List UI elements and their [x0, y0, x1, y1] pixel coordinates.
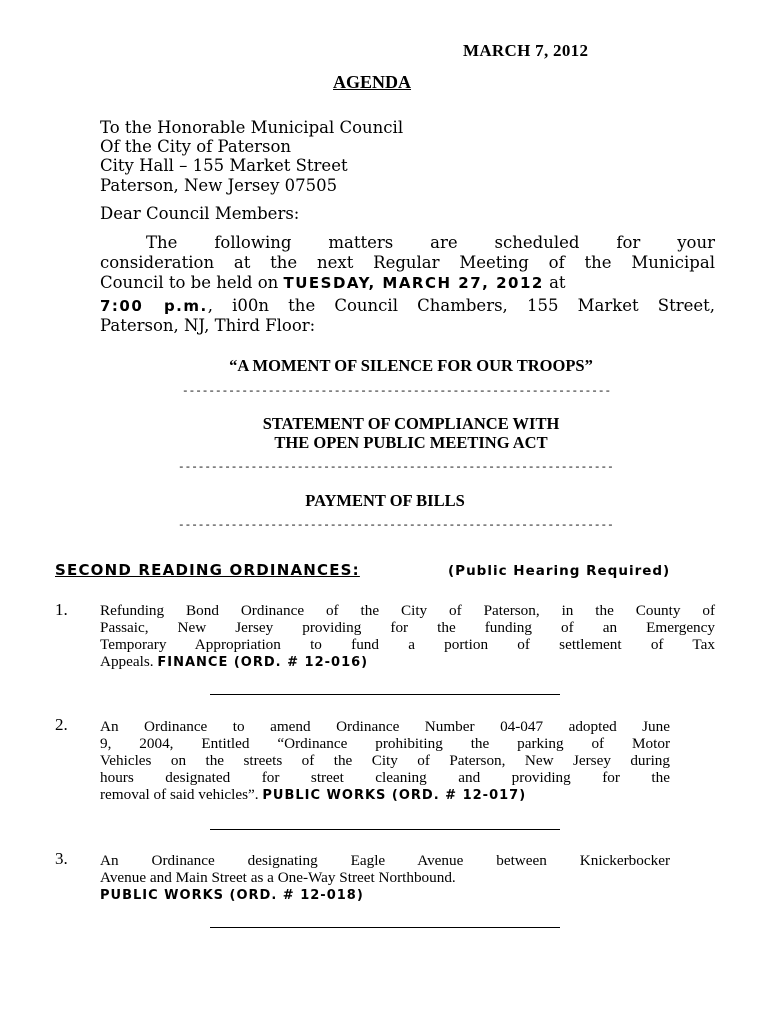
item-divider-1 — [210, 694, 560, 695]
item-1-line-1: Refunding Bond Ordinance of the City of Paterson, in the County of — [100, 602, 715, 619]
item-2-last-text: removal of said vehicles”. — [100, 786, 263, 803]
item-2-line-2: 9, 2004, Entitled “Ordinance prohibiting the parking of Motor — [100, 735, 670, 752]
item-number-2: 2. — [55, 715, 68, 734]
salutation: Dear Council Members: — [100, 204, 300, 223]
item-3-line-2: Avenue and Main Street as a One-Way Street Northbound. — [100, 869, 456, 886]
address-line-4: Paterson, New Jersey 07505 — [100, 176, 338, 195]
page-title: AGENDA — [333, 72, 412, 92]
intro-line-3-end: at — [543, 273, 566, 292]
address-line-3: City Hall – 155 Market Street — [100, 156, 348, 175]
item-1-line-4 — [100, 653, 715, 671]
item-1-tag: FINANCE (ORD. # 12-016) — [157, 655, 369, 670]
item-number-3: 3. — [55, 849, 68, 868]
ordinance-item-1 — [100, 602, 715, 671]
divider-dashes-3: ------------------------------------------------------------------ — [178, 520, 614, 532]
compliance-line-2: THE OPEN PUBLIC MEETING ACT — [274, 433, 548, 452]
moment-of-silence: “A MOMENT OF SILENCE FOR OUR TROOPS” — [229, 356, 593, 375]
item-divider-3 — [210, 927, 560, 928]
item-divider-2 — [210, 829, 560, 830]
divider-dashes-1: ----------------------------------------------------------------- — [182, 386, 612, 398]
item-2-line-3: Vehicles on the streets of the City of Paterson, New Jersey during — [100, 752, 670, 769]
intro-line-1: The following matters are scheduled for your — [146, 233, 715, 252]
item-3-tag: PUBLIC WORKS (ORD. # 12-018) — [100, 888, 364, 903]
intro-line-3-text: Council to be held on — [100, 273, 284, 292]
item-1-line-3: Temporary Appropriation to fund a portion of settlement of Tax — [100, 636, 715, 653]
divider-dashes-2: ------------------------------------------------------------------ — [178, 462, 614, 474]
item-2-line-5 — [100, 786, 670, 804]
meeting-time: 7:00 p.m. — [100, 297, 208, 315]
section-note: (Public Hearing Required) — [448, 563, 671, 579]
item-2-line-1: An Ordinance to amend Ordinance Number 04-047 adopted June — [100, 718, 670, 735]
section-title: SECOND READING ORDINANCES: — [55, 561, 360, 579]
agenda-date: MARCH 7, 2012 — [463, 41, 589, 60]
item-2-tag: PUBLIC WORKS (ORD. # 12-017) — [262, 788, 527, 803]
compliance-line-1: STATEMENT OF COMPLIANCE WITH — [262, 414, 560, 433]
item-2-line-4: hours designated for street cleaning and providing for the — [100, 769, 670, 786]
intro-line-4 — [100, 296, 715, 315]
item-1-last-text: Appeals. — [100, 653, 158, 670]
item-number-1: 1. — [55, 600, 68, 619]
item-3-line-1: An Ordinance designating Eagle Avenue between Knickerbocker — [100, 852, 670, 869]
intro-line-5: Paterson, NJ, Third Floor: — [100, 316, 316, 335]
address-line-1: To the Honorable Municipal Council — [100, 118, 404, 137]
payment-of-bills: PAYMENT OF BILLS — [305, 491, 465, 510]
item-1-line-2: Passaic, New Jersey providing for the funding of an Emergency — [100, 619, 715, 636]
intro-line-2: consideration at the next Regular Meeting of the Municipal — [100, 253, 715, 272]
intro-line-3 — [100, 273, 566, 292]
address-line-2: Of the City of Paterson — [100, 137, 292, 156]
ordinance-item-3 — [100, 852, 670, 904]
ordinance-item-2 — [100, 718, 670, 804]
meeting-date: TUESDAY, MARCH 27, 2012 — [283, 274, 544, 292]
intro-line-4-text: , i00n the Council Chambers, 155 Market Street, — [207, 296, 715, 315]
